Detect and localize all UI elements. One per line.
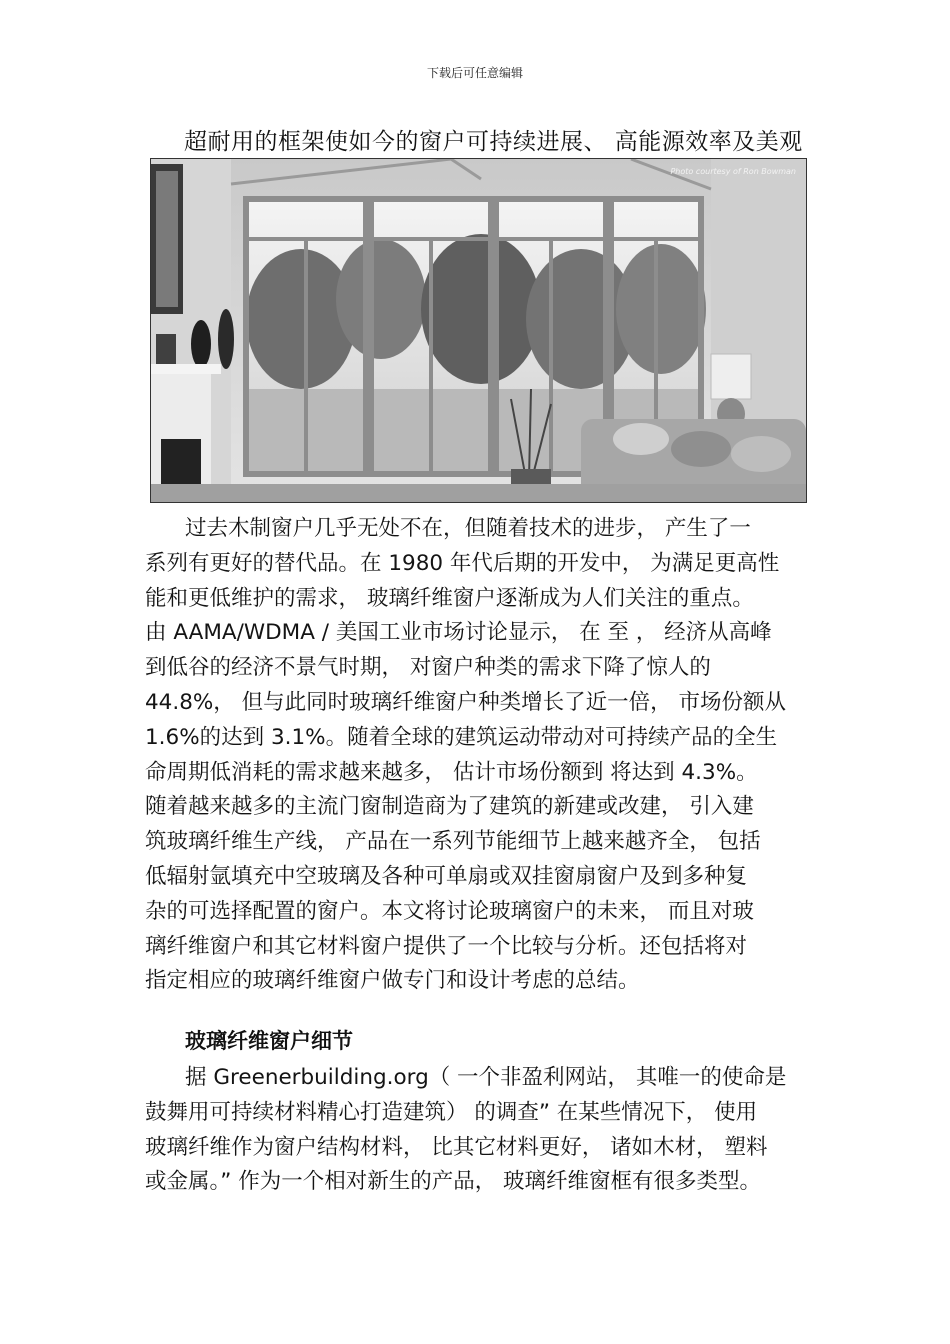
paragraph-1 <box>145 512 810 999</box>
paragraph-line: 随着越来越多的主流门窗制造商为了建筑的新建或改建， 引入建 <box>145 794 754 820</box>
paragraph-line: 玻璃纤维作为窗户结构材料， 比其它材料更好， 诸如木材， 塑料 <box>145 1134 768 1160</box>
paragraph-line: 或金属。” 作为一个相对新生的产品， 玻璃纤维窗框有很多类型。 <box>145 1169 762 1195</box>
paragraph-line: 44.8%， 但与此同时玻璃纤维窗户种类增长了近一倍， 市场份额从 <box>145 689 786 715</box>
paragraph-line: 据 Greenerbuilding.org（ 一个非盈利网站， 其唯一的使命是 <box>185 1065 787 1090</box>
paragraph-line: 由 AAMA/WDMA / 美国工业市场讨论显示， 在 至 ， 经济从高峰 <box>145 620 772 646</box>
paragraph-line: 命周期低消耗的需求越来越多， 估计市场份额到 将达到 4.3%。 <box>145 759 758 785</box>
paragraph-line: 鼓舞用可持续材料精心打造建筑） 的调查” 在某些情况下， 使用 <box>145 1099 758 1125</box>
document-title: 超耐用的框架使如今的窗户可持续进展、 高能源效率及美观 <box>184 129 803 155</box>
paragraph-line: 系列有更好的替代品。在 1980 年代后期的开发中， 为满足更高性 <box>145 550 780 576</box>
paragraph-line: 低辐射氩填充中空玻璃及各种可单扇或双挂窗扇窗户及到多种复 <box>145 863 748 889</box>
paragraph-line: 1.6%的达到 3.1%。随着全球的建筑运动带动对可持续产品的全生 <box>145 724 778 750</box>
paragraph-line: 到低谷的经济不景气时期， 对窗户种类的需求下降了惊人的 <box>145 655 711 681</box>
paragraph-line: 筑玻璃纤维生产线， 产品在一系列节能细节上越来越齐全， 包括 <box>145 829 761 855</box>
paragraph-line: 杂的可选择配置的窗户。本文将讨论玻璃窗户的未来， 而且对玻 <box>145 898 754 924</box>
paragraph-line: 璃纤维窗户和其它材料窗户提供了一个比较与分析。还包括将对 <box>145 933 748 959</box>
living-room-photo <box>150 158 807 503</box>
paragraph-line: 能和更低维护的需求， 玻璃纤维窗户逐渐成为人们关注的重点。 <box>145 585 754 611</box>
window-scene-illustration <box>151 159 806 502</box>
photo-credit: Photo courtesy of Ron Bowman <box>670 167 796 176</box>
section-heading: 玻璃纤维窗户细节 <box>185 1029 353 1053</box>
paragraph-line: 指定相应的玻璃纤维窗户做专门和设计考虑的总结。 <box>145 968 640 994</box>
paragraph-line: 过去木制窗户几乎无处不在，但随着技术的进步， 产生了一 <box>185 516 751 541</box>
paragraph-2 <box>145 1061 810 1200</box>
page-header-note: 下载后可任意编辑 <box>426 66 523 80</box>
